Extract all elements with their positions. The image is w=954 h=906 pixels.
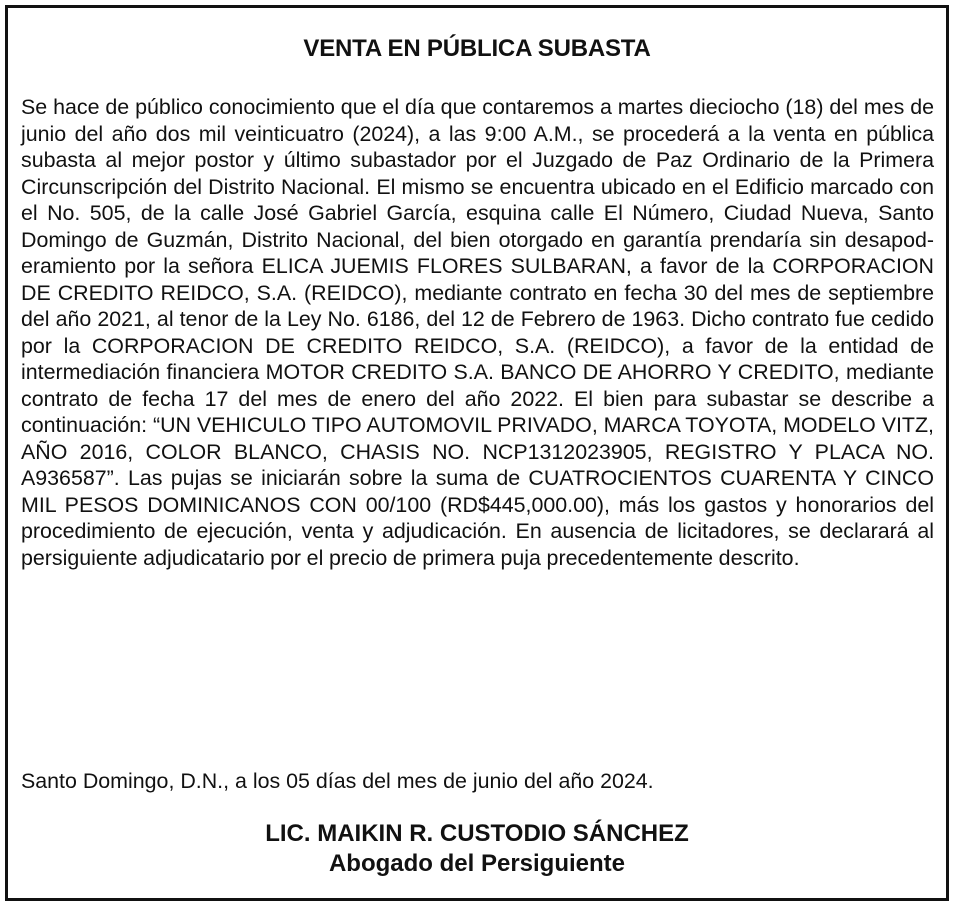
signatory-name: LIC. MAIKIN R. CUSTODIO SÁNCHEZ	[265, 820, 689, 847]
notice-body: Se hace de público conocimiento que el día que contaremos a martes dieciocho (18) del mes de junio del año dos mil veinticuatro (2024), a las 9:00 A.M., se procederá a la venta en pública subasta al mejor postor y último subastador por el Juzgado de Paz Ordinario de la Primera Circunscripción del Distrito Nacional. El mismo se encuentra ubicado en el Edificio marcado con el No. 505, de la calle José Gabriel García, esquina calle El Número, Ciudad Nueva, Santo Domingo de Guzmán, Distrito Nacional, del bien otorgado en garantía prendaría sin desapoderamiento por la señora ELICA JUEMIS FLORES SULBARAN, a favor de la CORPORACION DE CREDITO REIDCO, S.A. (REIDCO), mediante contrato en fecha 30 del mes de septiembre del año 2021, al tenor de la Ley No. 6186, del 12 de Febrero de 1963. Dicho contrato fue cedido por la CORPORACION DE CREDITO REIDCO, S.A. (REIDCO), a favor de la entidad de intermediación financiera MOTOR CREDITO S.A. BANCO DE AHORRO Y CREDITO, mediante contrato de fecha 17 del mes de enero del año 2022. El bien para subastar se describe a continuación: “UN VEHICULO TIPO AUTOMOVIL PRIVADO, MARCA TOYOTA, MODELO VITZ, AÑO 2016, COLOR BLANCO, CHASIS NO. NCP1312023905, REGISTRO Y PLACA NO. A936587”. Las pujas se iniciarán sobre la suma de CUATROCIENTOS CUARENTA Y CINCO MIL PESOS DOMINICANOS CON 00/100 (RD$445,000.00), más los gastos y honorarios del procedimiento de ejecución, venta y adjudicación. En ausencia de licitadores, se declarará al persiguiente adjudicatario por el precio de primera puja precedentemente descrito.	[21, 95, 934, 570]
notice-dateline: Santo Domingo, D.N., a los 05 días del mes de junio del año 2024.	[21, 769, 654, 793]
notice-title: VENTA EN PÚBLICA SUBASTA	[303, 35, 651, 62]
signatory-role: Abogado del Persiguiente	[328, 850, 626, 877]
notice-frame	[5, 5, 949, 901]
